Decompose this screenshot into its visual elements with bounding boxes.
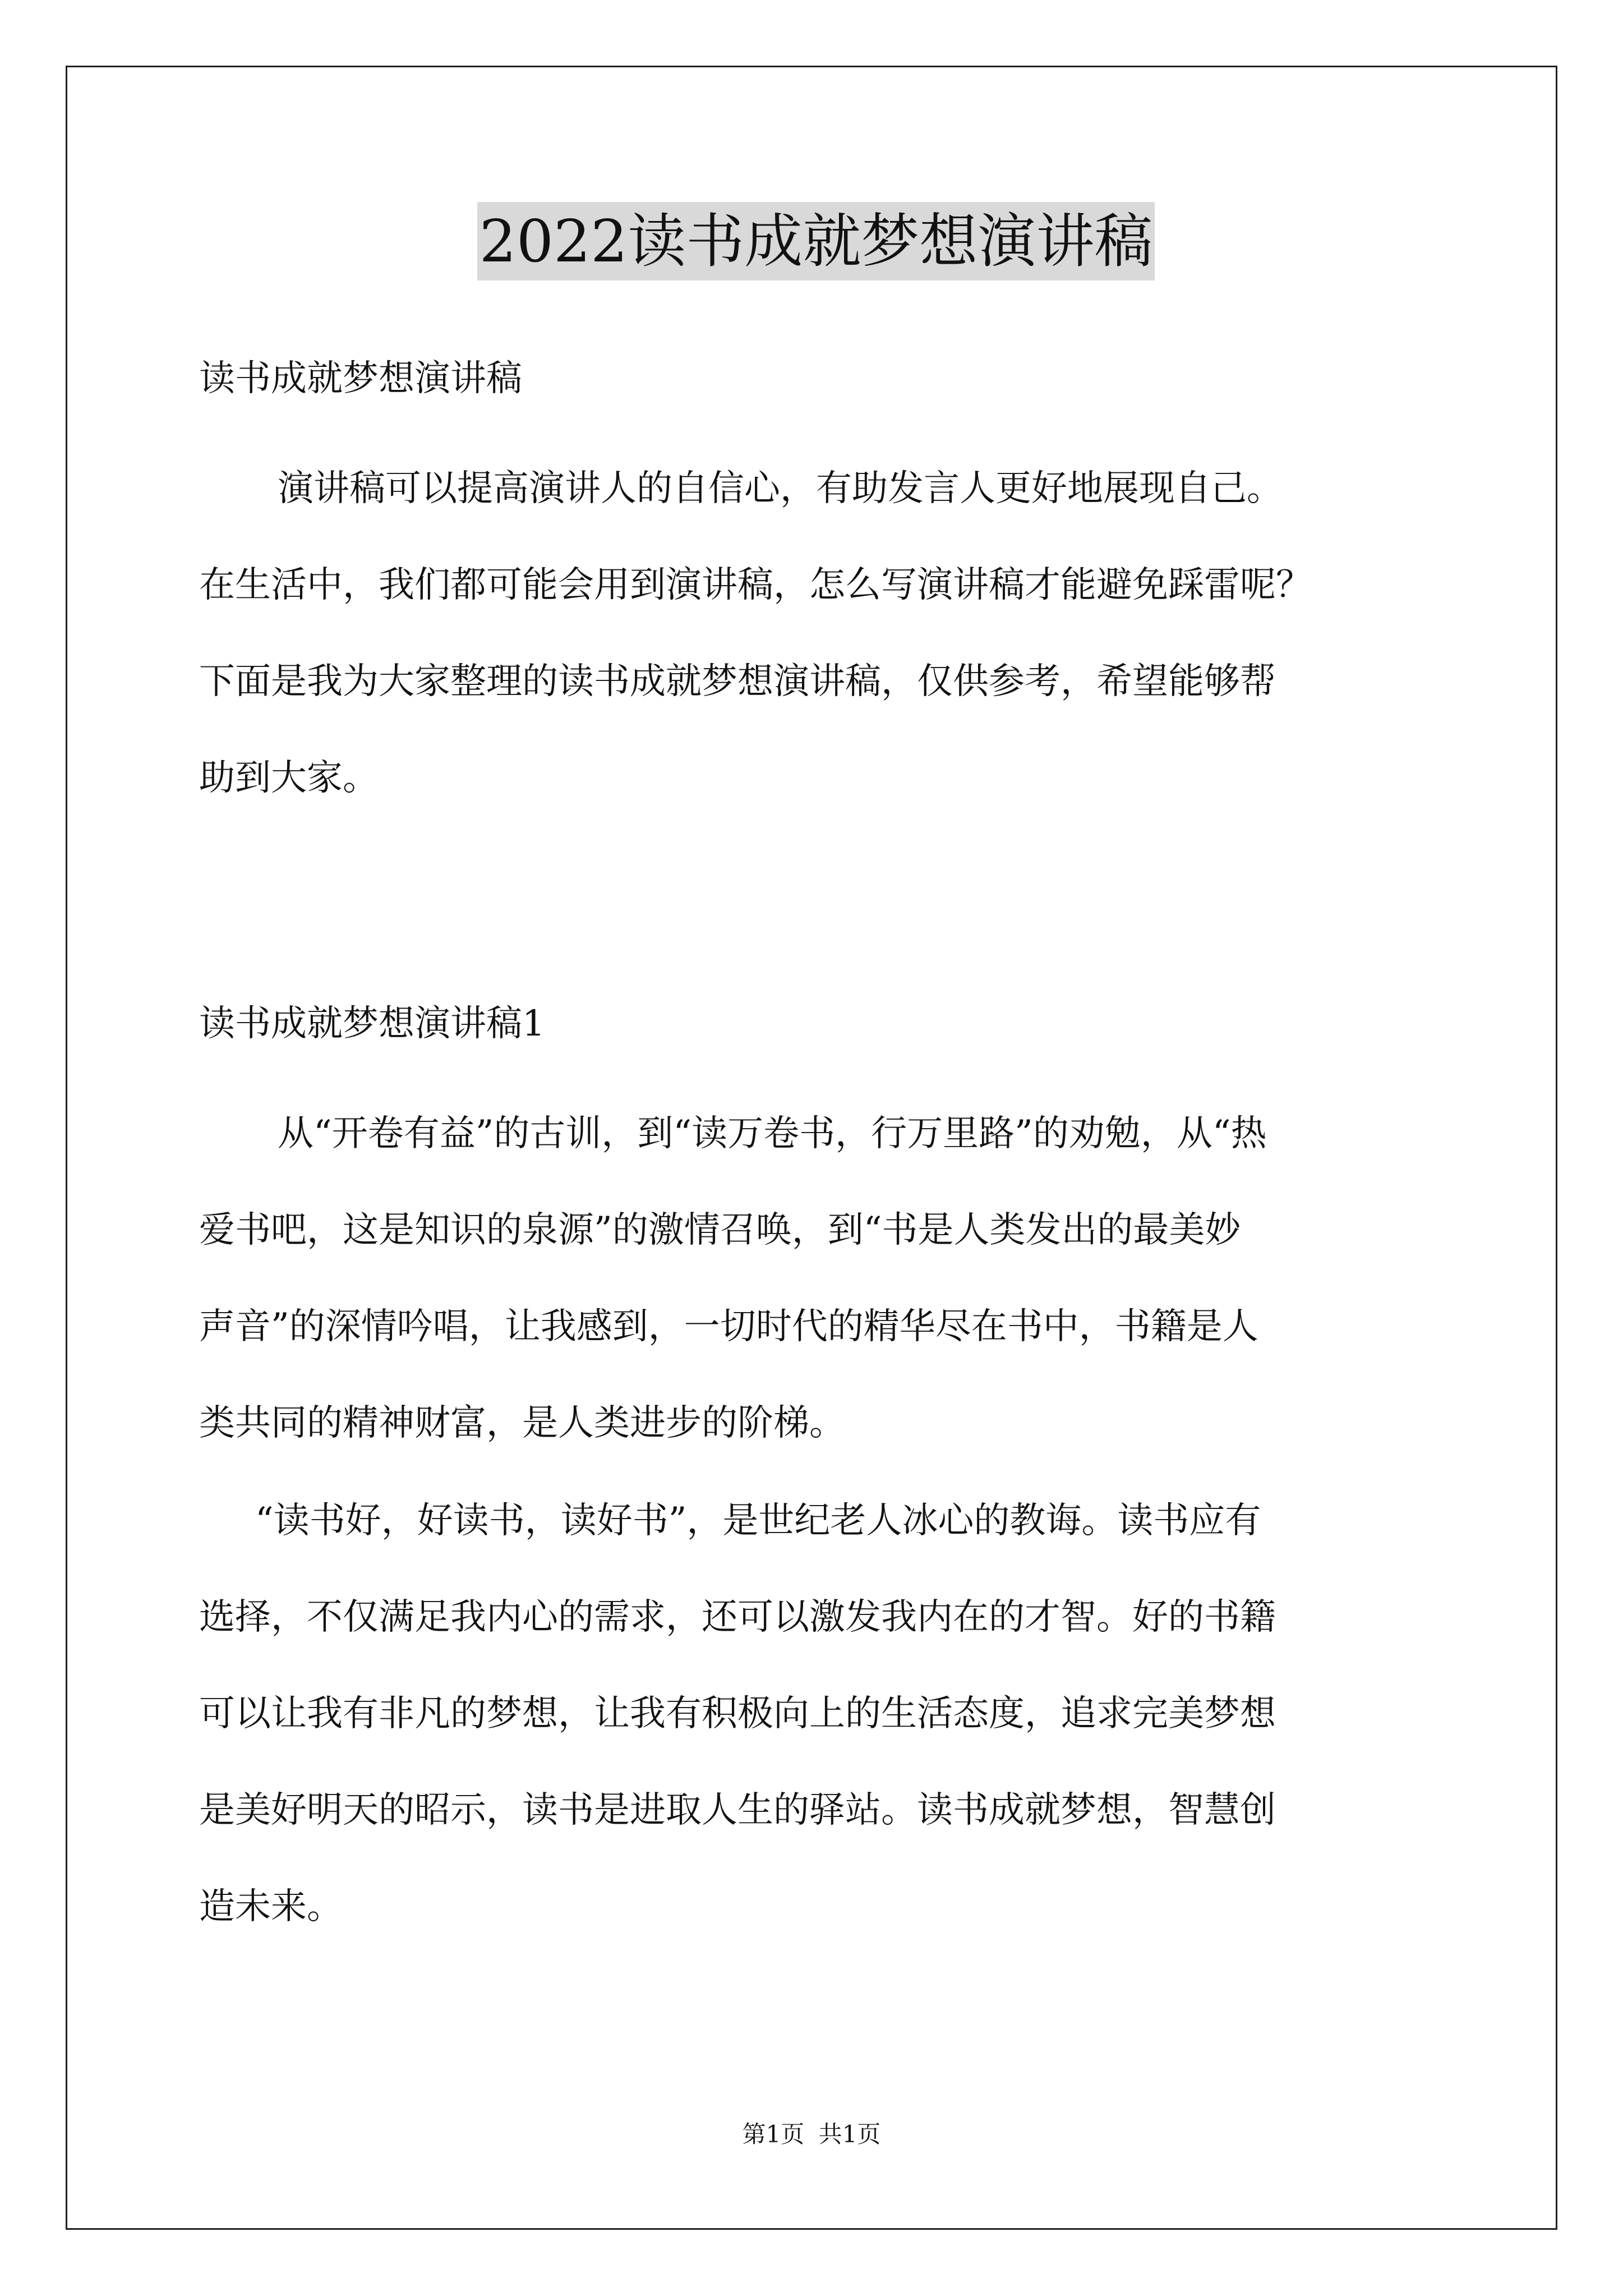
page-footer: [0, 2118, 1623, 2151]
document-title: 2022读书成就梦想演讲稿: [477, 202, 1155, 280]
section-heading: 读书成就梦想演讲稿1: [199, 1003, 545, 1045]
paragraph-line: 是美好明天的昭示，读书是进取人生的驿站。读书成就梦想，智慧创: [199, 1789, 1276, 1831]
paragraph-line: 可以让我有非凡的梦想，让我有积极向上的生活态度，追求完美梦想: [199, 1693, 1276, 1734]
subtitle-heading: 读书成就梦想演讲稿: [199, 358, 522, 399]
paragraph-2: [199, 1473, 1433, 1955]
paragraph-line: 声音”的深情吟唱，让我感到，一切时代的精华尽在书中，书籍是人: [199, 1306, 1258, 1347]
page-total: 共1页: [818, 2120, 881, 2148]
intro-line: 助到大家。: [199, 757, 379, 799]
paragraph-line: 爱书吧，这是知识的泉源”的激情召唤，到“书是人类发出的最美妙: [199, 1209, 1241, 1251]
intro-line: 下面是我为大家整理的读书成就梦想演讲稿，仅供参考，希望能够帮: [199, 661, 1276, 702]
intro-line: 在生活中，我们都可能会用到演讲稿，怎么写演讲稿才能避免踩雷呢？: [199, 564, 1312, 606]
intro-line: 演讲稿可以提高演讲人的自信心，有助发言人更好地展现自己。: [278, 468, 1283, 509]
paragraph-line: “读书好，好读书，读好书”，是世纪老人冰心的教诲。读书应有: [255, 1500, 1261, 1542]
paragraph-1: [199, 1085, 1433, 1471]
paragraph-line: 造未来。: [199, 1886, 343, 1927]
paragraph-line: 类共同的精神财富，是人类进步的阶梯。: [199, 1402, 845, 1444]
page-number: 第1页: [742, 2120, 805, 2148]
paragraph-line: 选择，不仅满足我内心的需求，还可以激发我内在的才智。好的书籍: [199, 1596, 1276, 1638]
intro-paragraph: [199, 440, 1433, 826]
title-container: [199, 202, 1433, 280]
paragraph-line: 从“开卷有益”的古训，到“读万卷书，行万里路”的劝勉，从“热: [278, 1113, 1267, 1154]
